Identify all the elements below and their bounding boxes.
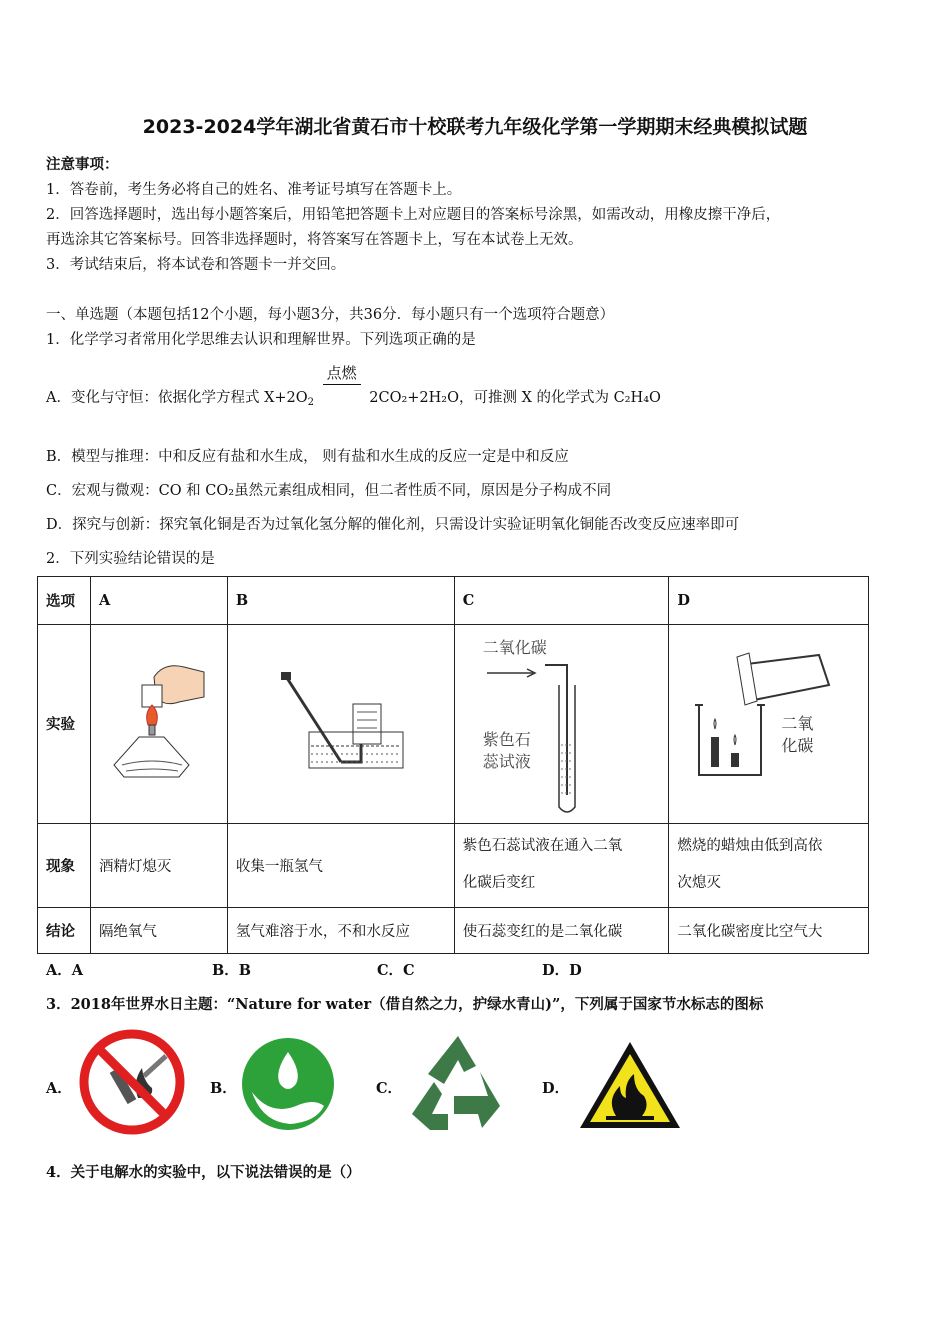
conclusion-cell: 使石蕊变红的是二氧化碳 — [454, 907, 669, 953]
table-row — [38, 907, 869, 953]
table-row — [38, 577, 869, 625]
q3-label-b: B． — [210, 1080, 237, 1097]
recycle-icon — [404, 1032, 512, 1134]
row-label: 结论 — [38, 907, 91, 953]
phenomenon-line: 次熄灭 — [677, 875, 721, 892]
header-cell: B — [227, 577, 454, 625]
row-label: 实验 — [38, 625, 91, 824]
q2-option-b: B．B — [212, 962, 252, 979]
header-cell: A — [90, 577, 227, 625]
conclusion-cell: 氢气难溶于水，不和水反应 — [227, 907, 454, 953]
notice-item: 1．答卷前，考生务必将自己的姓名、准考证号填写在答题卡上。 — [46, 182, 462, 198]
notice-item: 3．考试结束后，将本试卷和答题卡一并交回。 — [46, 257, 346, 273]
flammable-warning-icon — [576, 1038, 684, 1132]
figure-c-liquid-line: 紫色石 — [482, 730, 531, 750]
figure-a-cell — [90, 625, 227, 824]
figure-c-cell — [454, 625, 669, 824]
table-row — [38, 625, 869, 824]
figure-c-gas-label: 二氧化碳 — [482, 638, 547, 658]
q3-label-d: D． — [542, 1080, 570, 1097]
figure-d-gas-line: 化碳 — [781, 736, 814, 756]
alcohol-lamp-figure — [104, 657, 214, 787]
phenomenon-line: 紫色石蕊试液在通入二氧 — [462, 838, 623, 855]
q2-option-a: A．A — [46, 962, 84, 979]
reaction-condition: 点燃 — [326, 364, 357, 382]
figure-d-gas-line: 二氧 — [781, 714, 814, 734]
table-row — [38, 823, 869, 907]
figure-d-gas-label — [781, 713, 813, 757]
q2-option-c: C．C — [377, 962, 415, 979]
header-cell: 选项 — [38, 577, 91, 625]
q4-stem: 4．关于电解水的实验中，以下说法错误的是（） — [46, 1164, 361, 1181]
q3-label-c: C． — [376, 1080, 403, 1097]
phenomenon-cell — [669, 823, 869, 907]
notice-item: 2．回答选择题时，选出每小题答案后，用铅笔把答题卡上对应题目的答案标号涂黑，如需改动，用橡皮擦干净后， — [46, 207, 781, 223]
water-saving-icon — [240, 1036, 336, 1132]
q1-option-d: D．探究与创新：探究氧化铜是否为过氧化氢分解的催化剂，只需设计实验证明氧化铜能否改变反应速率即可 — [46, 517, 740, 533]
phenomenon-line: 燃烧的蜡烛由低到高依 — [677, 838, 823, 855]
candle-beaker-figure — [669, 625, 869, 823]
conclusion-cell: 隔绝氧气 — [90, 907, 227, 953]
q2-stem: 2．下列实验结论错误的是 — [46, 551, 215, 567]
gas-collection-figure — [271, 662, 411, 782]
q1-option-a — [46, 364, 661, 408]
phenomenon-cell: 收集一瓶氢气 — [227, 823, 454, 907]
q2-option-d: D．D — [542, 962, 582, 979]
page-title: 2023-2024学年湖北省黄石市十校联考九年级化学第一学期期末经典模拟试题 — [142, 116, 808, 138]
experiment-table — [37, 576, 869, 954]
conclusion-cell: 二氧化碳密度比空气大 — [669, 907, 869, 953]
notice-item: 再选涂其它答案标号。回答非选择题时，将答案写在答题卡上，写在本试卷上无效。 — [46, 232, 583, 248]
header-cell: D — [669, 577, 869, 625]
row-label: 现象 — [38, 823, 91, 907]
q1-option-b: B．模型与推理：中和反应有盐和水生成， 则有盐和水生成的反应一定是中和反应 — [46, 449, 569, 465]
phenomenon-cell: 酒精灯熄灭 — [90, 823, 227, 907]
q1-option-a-post: 2CO₂+2H₂O，可推测 X 的化学式为 C₂H₄O — [369, 390, 661, 406]
q3-label-a: A． — [46, 1080, 72, 1097]
header-cell: C — [454, 577, 669, 625]
figure-c-liquid-line: 蕊试液 — [482, 752, 531, 772]
q1-stem: 1．化学学习者常用化学思维去认识和理解世界。下列选项正确的是 — [46, 332, 476, 348]
section-heading: 一、单选题（本题包括12个小题，每小题3分，共36分．每小题只有一个选项符合题意） — [46, 307, 615, 323]
phenomenon-line: 化碳后变红 — [462, 875, 536, 892]
q1-option-a-pre: A．变化与守恒：依据化学方程式 X+2O — [46, 390, 308, 406]
no-fire-icon — [78, 1028, 186, 1136]
phenomenon-cell — [454, 823, 669, 907]
q1-option-a-sub: 2 — [307, 397, 315, 408]
reaction-arrow — [321, 364, 363, 402]
q3-stem: 3．2018年世界水日主题：“Nature for water（借自然之力，护绿水青山)”，下列属于国家节水标志的图标 — [46, 996, 764, 1013]
notice-heading: 注意事项： — [46, 156, 119, 173]
test-tube-figure — [455, 625, 670, 823]
q1-option-c: C．宏观与微观：CO 和 CO₂虽然元素组成相同，但二者性质不同，原因是分子构成不同 — [46, 483, 612, 499]
figure-d-cell — [669, 625, 869, 824]
figure-b-cell — [227, 625, 454, 824]
